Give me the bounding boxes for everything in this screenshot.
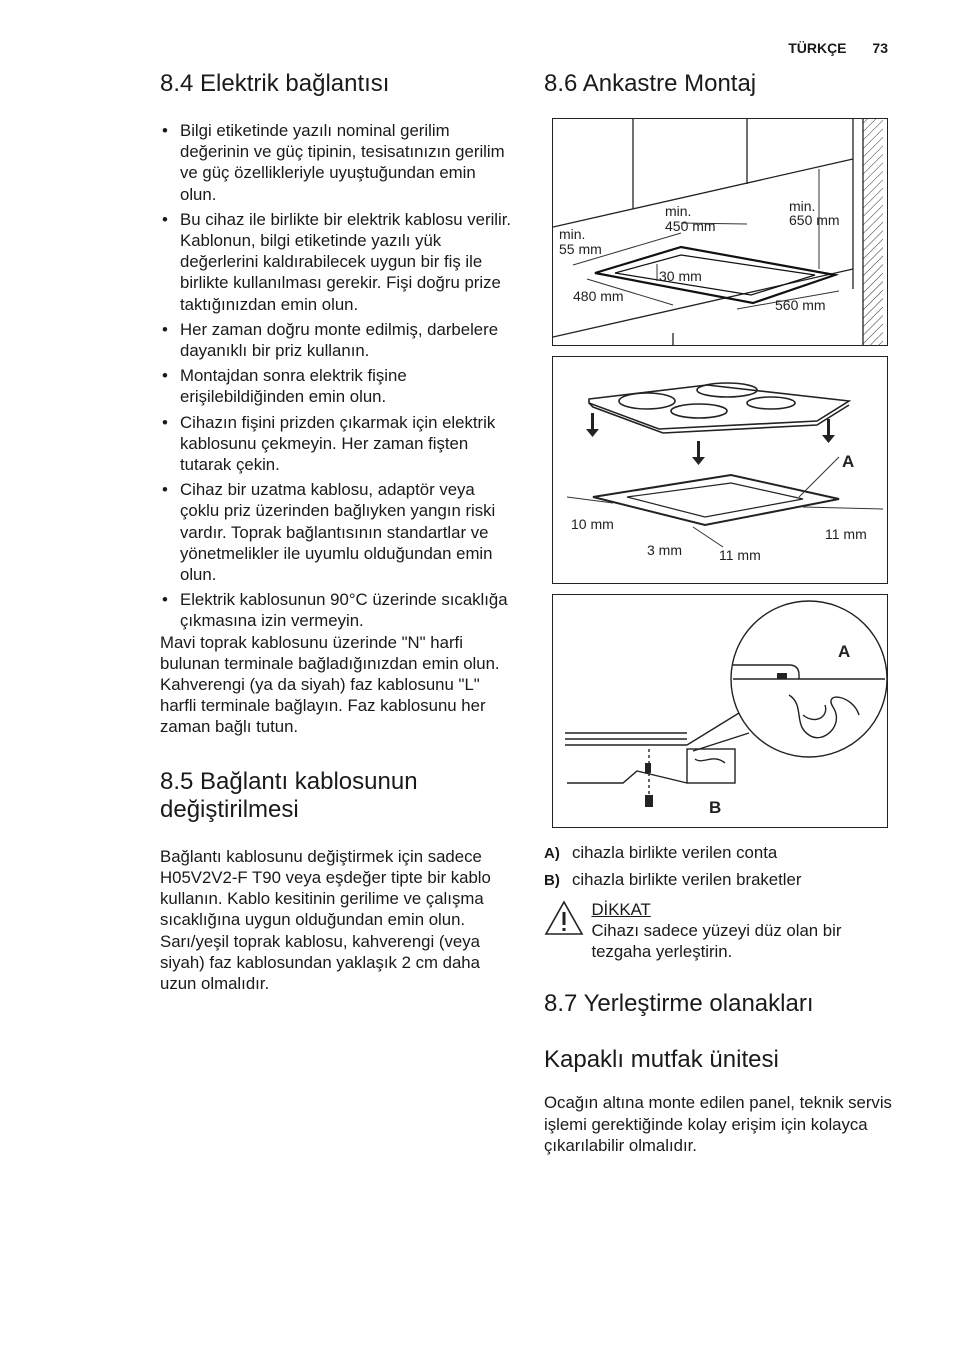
section-number: 8.6 [544,70,578,97]
section-8-4-heading [160,70,512,98]
section-number: 8.5 [160,767,194,795]
label-a: A [838,642,851,661]
label-450mm: 450 mm [665,218,716,234]
paragraph: Ocağın altına monte edilen panel, teknik servis işlemi gerektiğinde kolay erişim için kolayca çıkarılabilir olmalıdır. [544,1093,892,1155]
left-column [160,70,512,994]
hob-placement-diagram [553,357,887,583]
caution-text: Cihazı sadece yüzeyi düz olan bir tezgaha yerleştirin. [591,921,842,962]
label-30mm: 30 mm [659,268,702,284]
list-item: • Elektrik kablosunun 90°C üzerinde sıcaklığa çıkmasına izin vermeyin. [160,589,512,631]
page-header [766,40,888,56]
label-min-b: min. [789,198,816,214]
cutout-diagram [553,119,887,345]
legend-item [544,840,894,867]
section-title: Elektrik bağlantısı [200,70,390,97]
label-b: B [709,798,722,817]
section-number: 8.4 [160,70,194,97]
label-480mm: 480 mm [573,288,624,304]
subsection-heading: Kapaklı mutfak ünitesi [544,1046,779,1074]
list-item: • Cihaz bir uzatma kablosu, adaptör veya çoklu priz üzerinden bağlıyken yangın riski vardır. Toprak bağlantısının standartlar ve yönetmelikler ile uyumlu olduğundan emin olun. [160,479,512,585]
legend-key: A) [544,845,560,862]
list-item: • Bu cihaz ile birlikte bir elektrik kablosu verilir. Kablonun, bilgi etiketinde yazılı yük değerlerini kaldırabilecek uygun bir fiş ile birlikte kullanılması gerekir. Fişi doğru prize taktığınızdan emin olun. [160,209,512,315]
list-item: • Bilgi etiketinde yazılı nominal gerilim değerinin ve güç tipinin, tesisatınızın gerilim ve güç özellikleriyle uyuştuğundan emin olun. [160,120,512,205]
figure-hob-placement [552,356,888,584]
list-item: • Cihazın fişini prizden çıkarmak için elektrik kablosunu çekmeyin. Her zaman fişten tutarak çekin. [160,412,512,476]
figure-seal-bracket [552,594,888,828]
label-a: A [842,452,855,471]
section-8-6-heading [544,70,894,98]
legend-text: cihazla birlikte verilen conta [572,843,778,862]
label-11mm-bottom: 11 mm [719,547,761,563]
list-item: • Montajdan sonra elektrik fişine erişilebildiğinden emin olun. [160,365,512,407]
section-8-7-heading [544,990,894,1018]
legend-key: B) [544,872,560,889]
section-title: Yerleştirme olanakları [583,990,814,1018]
label-min-c: min. [559,226,586,242]
label-55mm: 55 mm [559,241,602,257]
legend-text: cihazla birlikte verilen braketler [572,870,802,889]
label-10mm: 10 mm [571,516,614,532]
legend-item [544,867,894,894]
warning-triangle-icon [544,900,591,962]
caution-title: DİKKAT [591,900,651,919]
label-560mm: 560 mm [775,297,826,313]
section-title: Bağlantı kablosunun değiştirilmesi [160,767,418,823]
paragraph: Mavi toprak kablosunu üzerinde "N" harfi bulunan terminale bağladığınızdan emin olun. Kahverengi (ya da siyah) faz kablosunu "L" harfli terminale bağlayın. Faz kablosunu her zaman bağlı tutun. [160,632,500,737]
caution-box [544,900,894,962]
section-title: Ankastre Montaj [582,70,757,97]
label-3mm: 3 mm [647,542,682,558]
page-number: 73 [872,40,888,56]
figure-cutout-dimensions [552,118,888,346]
paragraph: Bağlantı kablosunu değiştirmek için sadece H05V2V2-F T90 veya eşdeğer tipte bir kablo kullanın. Kablo kesitinin gerilime ve çalışma sıcaklığına uygun olduğundan emin olun. Sarı/yeşil toprak kablosu, kahverengi (veya siyah) faz kablosundan yaklaşık 2 cm daha uzun olmalıdır. [160,846,491,993]
label-650mm: 650 mm [789,212,840,228]
seal-bracket-diagram [553,595,887,827]
language-label: TÜRKÇE [788,40,847,56]
bullet-list [160,120,512,632]
label-min-a: min. [665,203,692,219]
right-column [544,70,894,1156]
figure-legend [544,840,894,894]
label-11mm-right: 11 mm [825,526,867,542]
list-item: • Her zaman doğru monte edilmiş, darbelere dayanıklı bir priz kullanın. [160,319,512,361]
section-number: 8.7 [544,990,578,1018]
section-8-5-heading [160,768,512,824]
